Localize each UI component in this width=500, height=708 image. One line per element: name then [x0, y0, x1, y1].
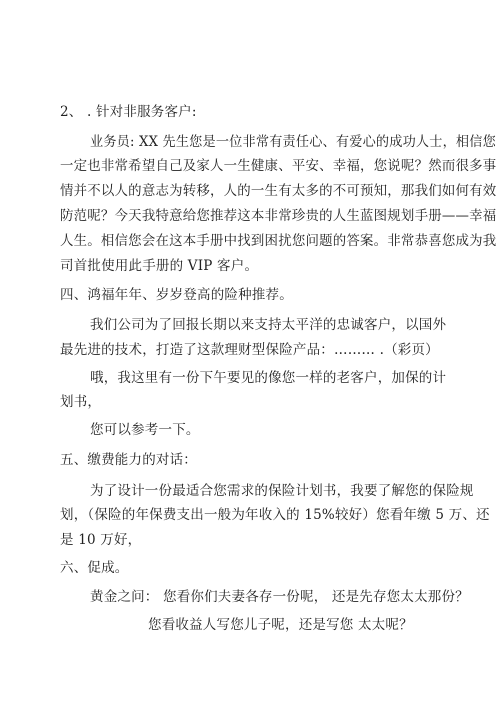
- paragraph-line: 一定也非常希望自己及家人一生健康、平安、幸福，您说呢？然而很多事: [60, 158, 497, 174]
- paragraph-line: 我们公司为了回报长期以来支持太平洋的忠诚客户，以国外: [90, 317, 447, 333]
- paragraph-line: 情并不以人的意志为转移，人的一生有太多的不可预知，那我们如何有效: [60, 183, 497, 199]
- paragraph-line: 最先进的技术，打造了这款理财型保险产品：……… .（彩页）: [60, 342, 439, 358]
- paragraph-line: 是 10 万好，: [60, 532, 142, 548]
- heading-product-recommendation: 四、鸿福年年、岁岁登高的险种推荐。: [60, 287, 293, 303]
- paragraph-line: 哦，我这里有一份下午要见的像您一样的老客户，加保的计: [90, 370, 447, 386]
- paragraph-line: 司首批使用此手册的 VIP 客户。: [60, 258, 259, 274]
- paragraph-line: 划书，: [60, 394, 102, 410]
- paragraph-line: 业务员: XX 先生您是一位非常有责任心、有爱心的成功人士，相信您: [90, 134, 496, 150]
- paragraph-line: 防范呢？今天我特意给您推荐这本非常珍贵的人生蓝图规划手册——幸福: [60, 208, 497, 224]
- paragraph-line: 您可以参考一下。: [90, 422, 200, 438]
- paragraph-line: 黄金之问： 您看你们夫妻各存一份呢， 还是先存您太太那份？: [90, 589, 469, 605]
- heading-payment-ability: 五、缴费能力的对话：: [60, 452, 197, 468]
- heading-non-service-customers: 2、 . 针对非服务客户:: [60, 104, 197, 120]
- paragraph-line: 人生。相信您会在这本手册中找到困扰您问题的答案。非常恭喜您成为我: [60, 233, 497, 249]
- paragraph-line: 您看收益人写您儿子呢，还是写您 太太呢？: [148, 617, 413, 633]
- paragraph-line: 划，（保险的年保费支出一般为年收入的 15%较好）您看年缴 5 万、还: [60, 507, 490, 523]
- heading-closing: 六、促成。: [60, 560, 129, 576]
- paragraph-line: 为了设计一份最适合您需求的保险计划书，我要了解您的保险规: [90, 483, 474, 499]
